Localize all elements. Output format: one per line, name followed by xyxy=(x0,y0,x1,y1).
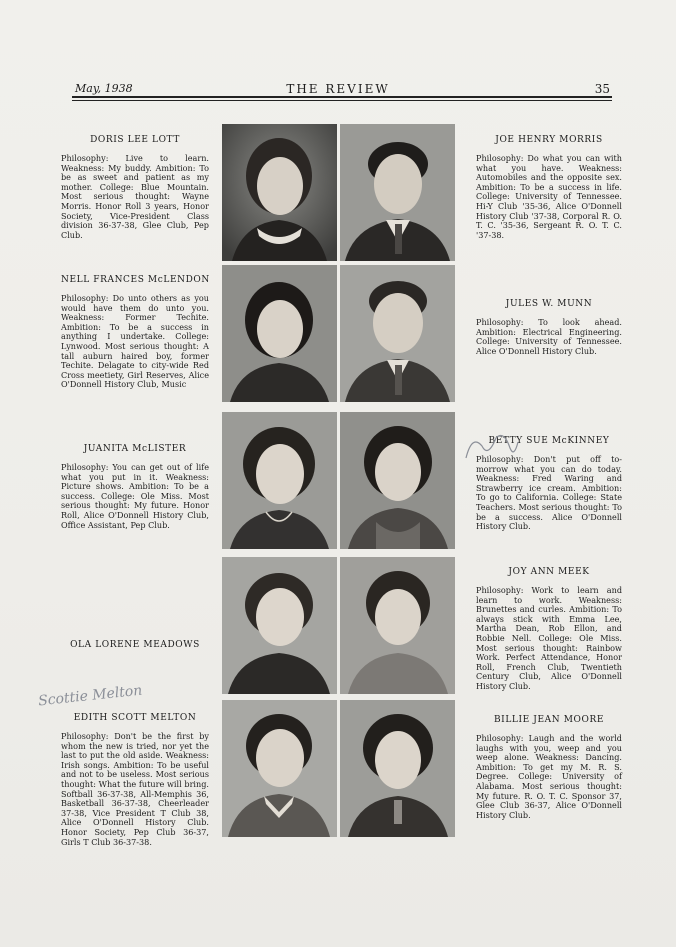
student-entry xyxy=(476,567,622,692)
handwritten-signature: Scottie Melton xyxy=(37,682,144,710)
student-entry xyxy=(61,135,209,240)
student-name: JOE HENRY MORRIS xyxy=(495,135,603,145)
student-name: DORIS LEE LOTT xyxy=(90,135,180,145)
portrait-photo xyxy=(340,124,455,261)
student-name: BETTY SUE McKINNEY xyxy=(488,436,610,446)
student-entry xyxy=(476,299,622,356)
portrait-photo xyxy=(340,557,455,694)
student-entry xyxy=(61,640,209,659)
header-title: THE REVIEW xyxy=(286,82,390,96)
portrait-photo xyxy=(222,124,337,261)
header-rule-thick xyxy=(72,96,612,98)
student-bio: Philosophy: Work to learn and learn to work. Weakness: Brunettes and curles. Ambition: To always stick with Emma Lee, Martha Dean, Rob Ellon, and Robbie Nell. College: Ole Miss. Most serious thought: Rainbow Work. Perfect Attendance, Honor Roll, French Club, Twentieth Century Club, Alice O'Donnell History Club. xyxy=(476,585,622,691)
student-entry xyxy=(476,135,622,240)
student-bio: Philosophy: Don't be the first by whom the new is tried, nor yet the last to put the old aside. Weakness: Irish songs. Ambition: To be useful and not to be useless. Most serious thought: What the future will bring. Softball 36-37-38, All-Memphis 36, Basketball 36-37-38, Cheerleader 37-38, Vice President T Club 38, Alice O'Donnell History Club. Honor Society, Pep Club 36-37, Girls T Club 36-37-38. xyxy=(61,731,209,847)
portrait-photo xyxy=(222,412,337,549)
student-entry xyxy=(476,715,622,820)
student-entry xyxy=(61,444,209,530)
student-entry xyxy=(61,713,209,847)
student-name: JOY ANN MEEK xyxy=(508,567,590,577)
student-entry xyxy=(61,275,209,390)
student-bio: Philosophy: To look ahead. Ambition: Electrical Engineering. College: University of Tennessee. Alice O'Donnell History Club. xyxy=(476,317,622,356)
portrait-photo xyxy=(222,700,337,837)
student-name: BILLIE JEAN MOORE xyxy=(493,715,605,725)
student-bio: Philosophy: Live to learn. Weakness: My buddy. Ambition: To be as sweet and patient as my mother. College: Blue Mountain. Most serious thought: Wayne Morris. Honor Roll 3 years, Honor Society, Vice-President Class division 36-37-38, Glee Club, Pep Club. xyxy=(61,153,209,240)
student-name: NELL FRANCES McLENDON xyxy=(61,275,210,285)
header-date: May, 1938 xyxy=(75,82,133,95)
student-name: EDITH SCOTT MELTON xyxy=(73,713,197,723)
student-bio: Philosophy: You can get out of life what you put in it. Weakness: Picture shows. Ambition: To be a success. College: Ole Miss. Most serious thought: My future. Honor Roll, Alice O'Donnell History Club, Office Assistant, Pep Club. xyxy=(61,462,209,530)
portrait-photo xyxy=(340,265,455,402)
student-name: JUANITA McLISTER xyxy=(83,444,187,454)
student-bio: Philosophy: Do what you can with what you have. Weakness: Automobiles and the opposite sex. Ambition: To be a success in life. College: University of Tennessee. Hi-Y Club '35-36, Alice O'Donnell History Club '37-38, Corporal R. O. T. C. '35-36, Sergeant R. O. T. C. '37-38. xyxy=(476,153,622,240)
page-number: 35 xyxy=(594,82,610,96)
header-rule-thin xyxy=(72,100,612,101)
student-bio: Philosophy: Laugh and the world laughs with you, weep and you weep alone. Weakness: Dancing. Ambition: To get my M. R. S. Degree. College: University of Alabama. Most serious thought: My future. R. O. T. C. Sponsor 37, Glee Club 36-37, Alice O'Donnell History Club. xyxy=(476,733,622,820)
page-header xyxy=(0,82,676,102)
student-bio: Philosophy: Do unto others as you would have them do unto you. Weakness: Former Techite. Ambition: To be a success in anything I undertake. College: Lynwood. Most serious thought: A tall auburn haired boy, former Techite. Delagate to city-wide Red Cross meetiety, Girl Reserves, Alice O'Donnell History Club, Music xyxy=(61,293,209,390)
portrait-photo xyxy=(340,700,455,837)
portrait-photo xyxy=(340,412,455,549)
pencil-scribble xyxy=(462,428,522,468)
student-name: OLA LORENE MEADOWS xyxy=(70,640,200,650)
student-bio: Philosophy: Don't put off to-morrow what you can do today. Weakness: Fred Waring and Strawberry ice cream. Ambition: To go to California. College: State Teachers. Most serious thought: To be a success. Alice O'Donnell History Club. xyxy=(476,454,622,532)
student-name: JULES W. MUNN xyxy=(505,299,593,309)
portrait-photo xyxy=(222,265,337,402)
portrait-photo xyxy=(222,557,337,694)
